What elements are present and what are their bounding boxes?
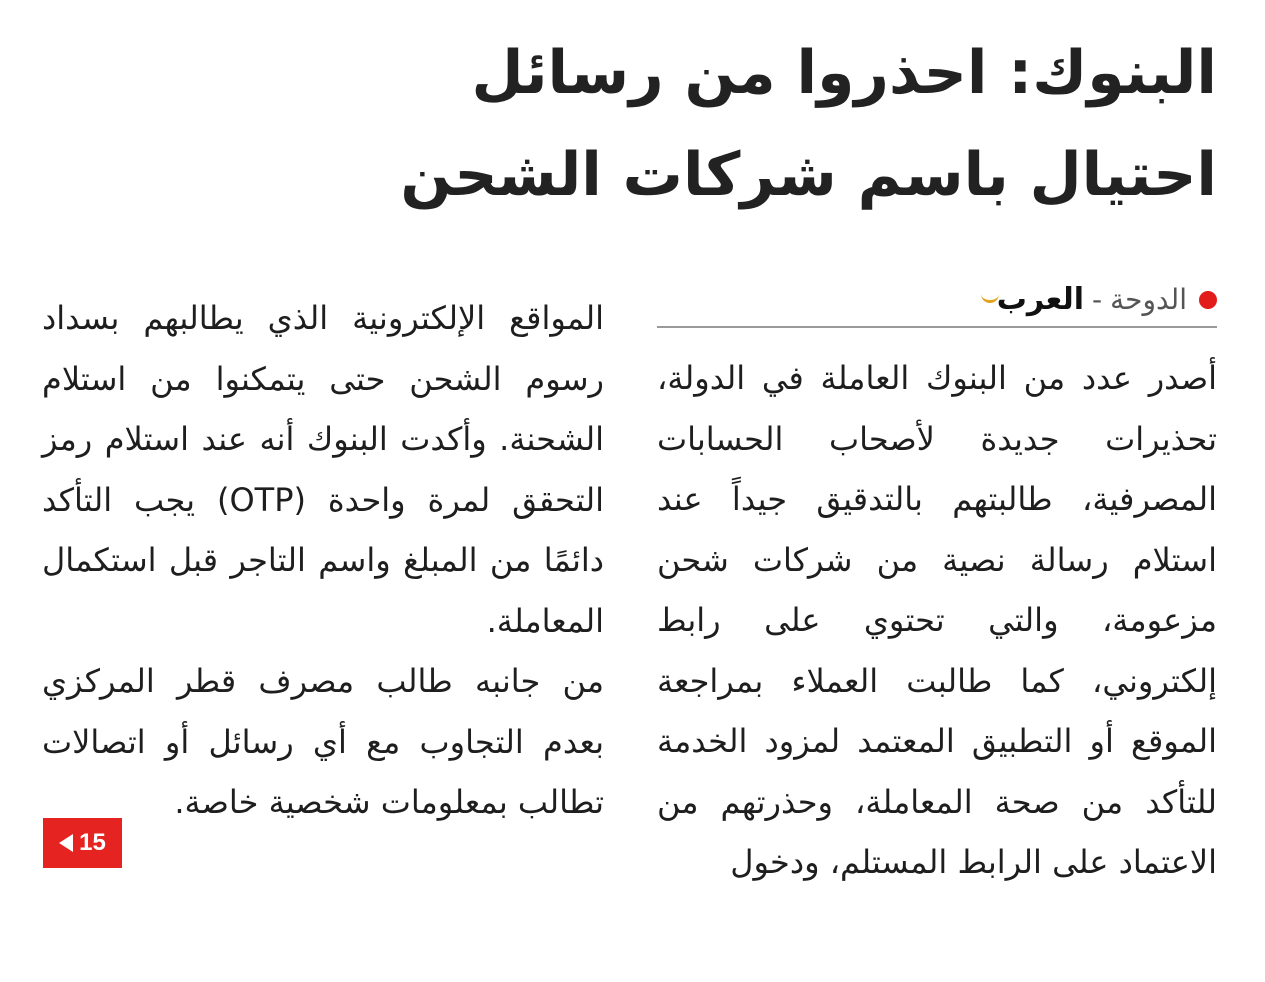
dateline-city: الدوحة [1110,283,1187,316]
article-paragraph-1-part-1: أصدر عدد من البنوك العاملة في الدولة، تحذيرات جديدة لأصحاب الحسابات المصرفية، طالبتهم بالتدقيق جيداً عند استلام رسالة نصية من شركات شحن مزعومة، والتي تحتوي على رابط إلكتروني، كما طالبت العملاء بمراجعة الموقع أو التطبيق المعتمد لمزود الخدمة للتأكد من صحة المعاملة، وحذرتهم من الاعتماد على الرابط المستلم، ودخول [657,359,1217,881]
left-arrow-icon [59,834,73,852]
article-column-left [42,288,604,833]
newspaper-logo: العرب [996,282,1085,317]
headline [257,22,1217,226]
article-paragraph-1-part-2: المواقع الإلكترونية الذي يطالبهم بسداد رسوم الشحن حتى يتمكنوا من استلام الشحنة. وأكدت البنوك أنه عند استلام رمز التحقق لمرة واحدة (OTP) يجب التأكد دائمًا من المبلغ واسم التاجر قبل استكمال المعاملة. [42,299,605,640]
red-dot-icon [1199,291,1217,309]
headline-line-2: احتيال باسم شركات الشحن [400,140,1217,210]
article-paragraph-2: من جانبه طالب مصرف قطر المركزي بعدم التجاوب مع أي رسائل أو اتصالات تطالب بمعلومات شخصية خاصة. [42,662,604,821]
dateline [657,280,1217,328]
headline-line-1: البنوك: احذروا من رسائل [471,38,1217,108]
page-number: 15 [79,829,106,856]
article-column-right [657,348,1217,893]
continued-page-badge [43,818,122,868]
dateline-separator: - [1092,283,1103,316]
